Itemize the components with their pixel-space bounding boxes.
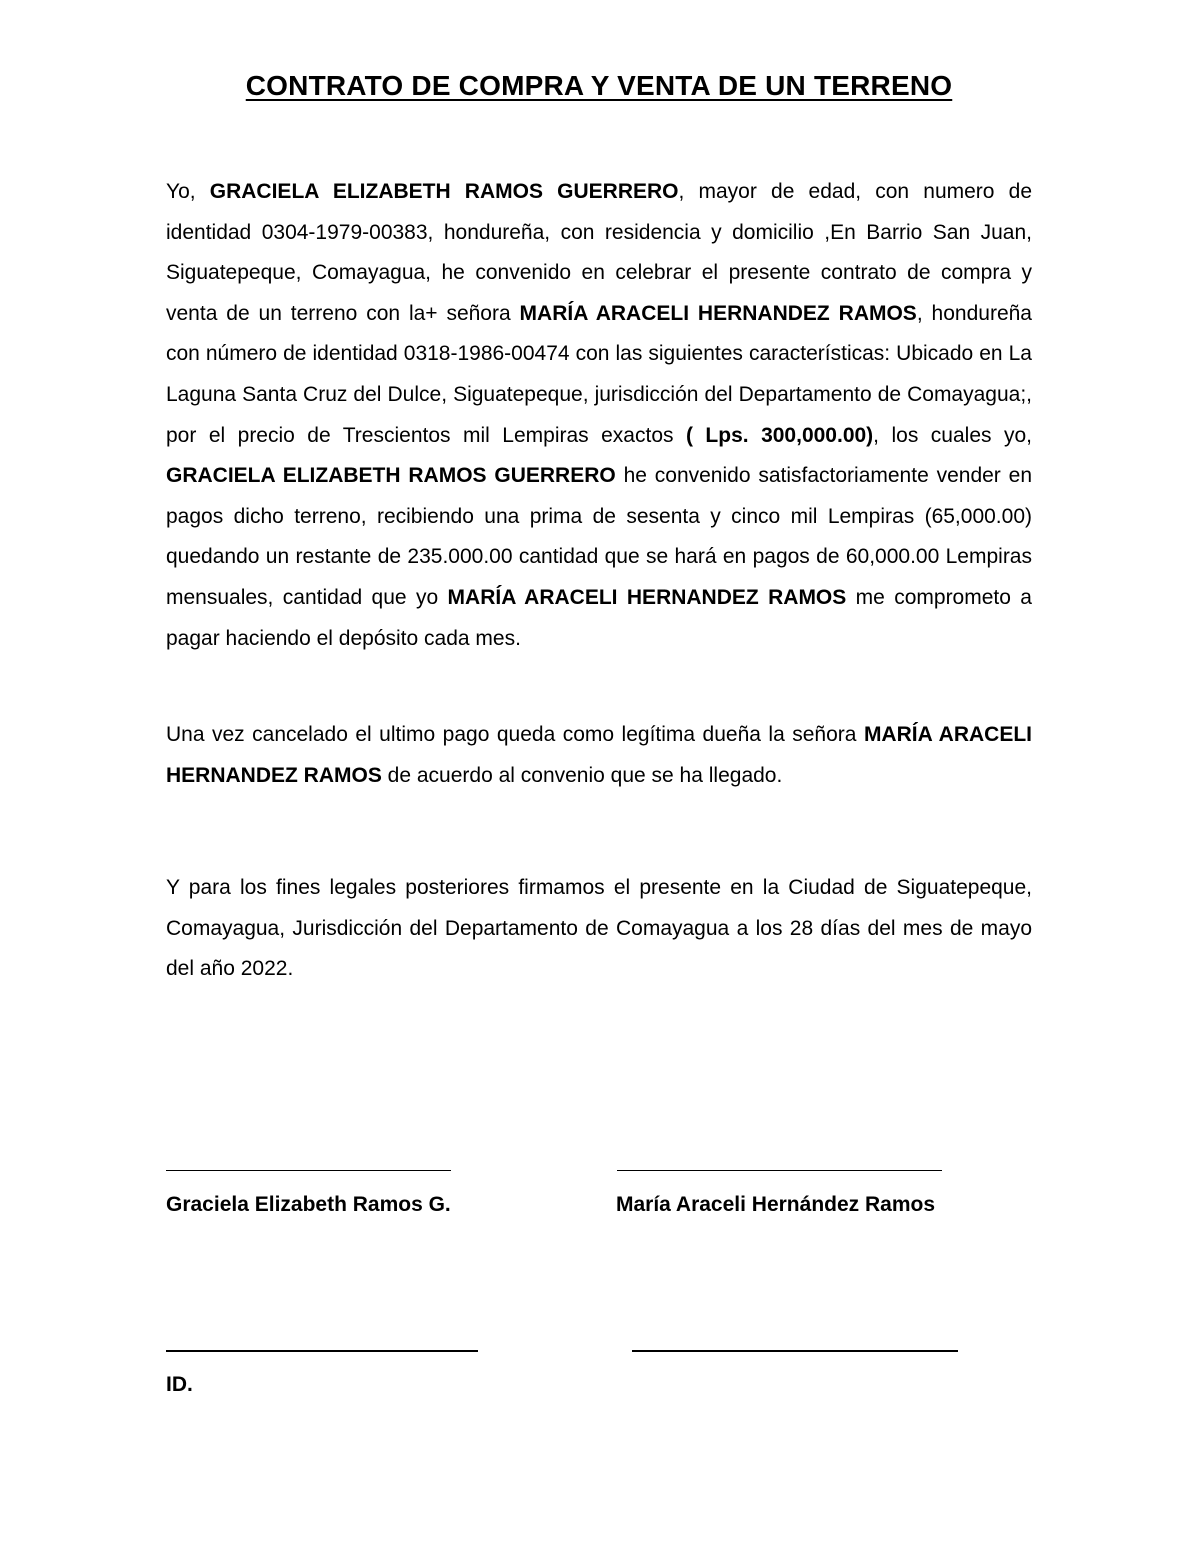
right-signatory-name: María Araceli Hernández Ramos <box>616 1193 936 1216</box>
contract-paragraph-2 <box>166 715 1032 796</box>
document-title: CONTRATO DE COMPRA Y VENTA DE UN TERRENO <box>245 70 953 101</box>
paragraph-text: he convenido satisfactoriamente vender en pagos dicho terreno, recibiendo una prima de sesenta y cinco mil Lempiras (65,000.00) quedando un restante de 235.000.00 cantidad que se hará en pagos de 60,000.00 Lempiras mensuales, cantidad que yo <box>166 464 1032 609</box>
price-amount: ( Lps. 300,000.00) <box>685 423 874 447</box>
paragraph-text: , hondureña con número de identidad 0318-1986-00474 con las siguientes características: Ubicado en La Laguna Santa Cruz del Dulce, Siguatepeque, jurisdicción del Departamento de Comayagua;, por el precio de Trescientos mil Lempiras exactos <box>166 301 1032 447</box>
paragraph-text: , los cuales yo, <box>873 423 1032 447</box>
seller-name: GRACIELA ELIZABETH RAMOS GUERRERO <box>166 464 616 488</box>
left-signatory-name: Graciela Elizabeth Ramos G. <box>166 1193 451 1216</box>
buyer-name: MARÍA ARACELI HERNANDEZ RAMOS <box>166 723 1033 787</box>
left-signature-line <box>166 1170 451 1171</box>
paragraph-text: me comprometo a pagar haciendo el depósito cada mes. <box>166 585 1032 650</box>
seller-name: GRACIELA ELIZABETH RAMOS GUERRERO <box>209 180 679 203</box>
paragraph-text: Yo, <box>166 180 210 203</box>
contract-paragraph-1 <box>166 172 1032 659</box>
paragraph-text: , mayor de edad, con numero de identidad 0304-1979-00383, hondureña, con residencia y domicilio ,En Barrio San Juan, Siguatepeque, Comayagua, he convenido en celebrar el presente contrato de compra y venta de un terreno con la+ señora <box>166 180 1033 325</box>
paragraph-text: Una vez cancelado el ultimo pago queda como legítima dueña la señora <box>166 723 864 746</box>
buyer-name: MARÍA ARACELI HERNANDEZ RAMOS <box>519 301 917 325</box>
right-id-line <box>632 1350 958 1352</box>
left-id-line <box>166 1350 478 1352</box>
paragraph-text: de acuerdo al convenio que se ha llegado. <box>381 763 783 787</box>
paragraph-text: Y para los fines legales posteriores firmamos el presente en la Ciudad de Siguatepeque, Comayagua, Jurisdicción del Departamento de Comayagua a los 28 días del mes de mayo del año 2022. <box>166 876 1032 981</box>
buyer-name: MARÍA ARACELI HERNANDEZ RAMOS <box>447 585 847 609</box>
contract-paragraph-3 <box>166 868 1032 990</box>
right-signature-line <box>617 1170 942 1171</box>
id-label: ID. <box>166 1373 193 1396</box>
